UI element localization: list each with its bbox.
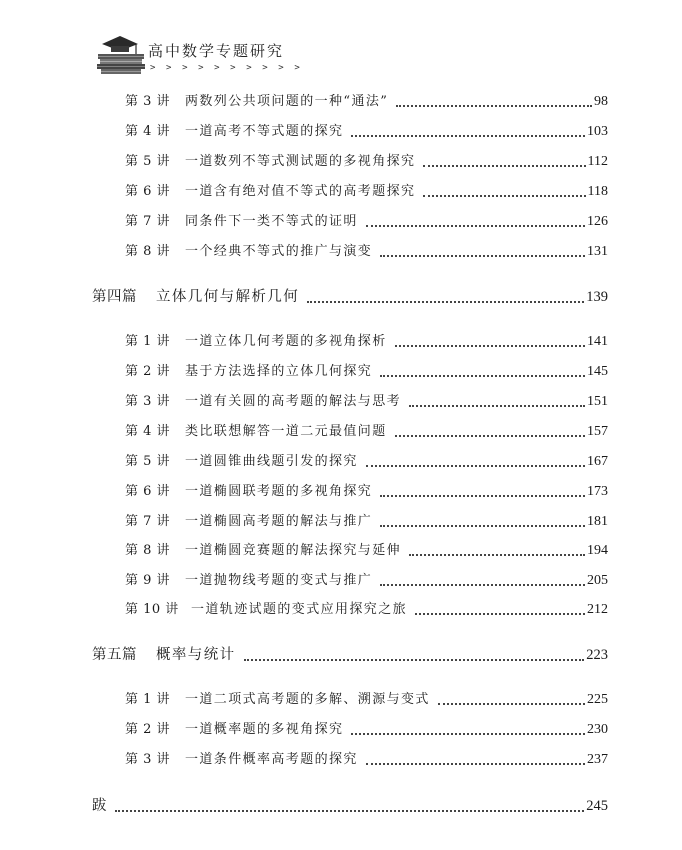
header-arrow-decoration: > > > > > > > > > > [150, 63, 303, 73]
toc-entry-title: 一道含有绝对值不等式的高考题探究 [185, 184, 416, 199]
toc-entry[interactable] [125, 484, 608, 500]
toc-entry[interactable] [125, 94, 608, 110]
toc-entry-page: 118 [587, 184, 608, 199]
dot-leader [395, 434, 585, 437]
toc-entry-title: 一道概率题的多视角探究 [185, 722, 344, 737]
dot-leader [380, 524, 585, 527]
toc-entry-title: 一道圆锥曲线题引发的探究 [185, 454, 358, 469]
toc-entry-number: 第 5 讲 [125, 154, 171, 169]
toc-part-title: 立体几何与解析几何 [156, 289, 300, 305]
toc-entry-number: 第 6 讲 [125, 184, 171, 199]
toc-entry[interactable] [125, 214, 608, 230]
dot-leader [409, 404, 585, 407]
dot-leader [438, 702, 585, 705]
toc-entry-number: 第 6 讲 [125, 484, 171, 499]
toc-entry-number: 第 1 讲 [125, 692, 171, 707]
toc-entry-number: 第 4 讲 [125, 424, 171, 439]
toc-part-page: 139 [586, 289, 608, 305]
toc-entry[interactable] [125, 514, 608, 530]
dot-leader [351, 732, 585, 735]
toc-entry-title: 一道数列不等式测试题的多视角探究 [185, 154, 416, 169]
toc-entry-page: 167 [587, 454, 608, 469]
dot-leader [351, 134, 585, 137]
dot-leader [423, 194, 585, 197]
toc-afterword-page: 245 [586, 798, 608, 814]
toc-entry-number: 第 1 讲 [125, 334, 171, 349]
toc-part-heading[interactable] [92, 288, 608, 306]
toc-entry-number: 第 10 讲 [125, 602, 179, 617]
dot-leader [366, 762, 585, 765]
toc-entry-number: 第 8 讲 [125, 543, 171, 558]
toc-entry-page: 98 [594, 94, 608, 109]
toc-entry-page: 103 [587, 124, 608, 139]
toc-entry[interactable] [125, 752, 608, 768]
dot-leader [244, 658, 585, 661]
toc-entry-number: 第 9 讲 [125, 573, 171, 588]
toc-afterword[interactable] [92, 797, 608, 815]
dot-leader [409, 553, 585, 556]
dot-leader [380, 374, 585, 377]
toc-entry-title: 两数列公共项问题的一种“通法” [185, 94, 389, 109]
toc-entry-number: 第 2 讲 [125, 722, 171, 737]
toc-part-page: 223 [586, 647, 608, 663]
toc-entry-title: 一道条件概率高考题的探究 [185, 752, 358, 767]
toc-entry-number: 第 7 讲 [125, 214, 171, 229]
toc-entry[interactable] [125, 394, 608, 410]
toc-entry-title: 同条件下一类不等式的证明 [185, 214, 358, 229]
dot-leader [366, 464, 585, 467]
toc-entry-title: 一道立体几何考题的多视角探析 [185, 334, 387, 349]
dot-leader [380, 583, 585, 586]
toc-entry-page: 145 [587, 364, 608, 379]
dot-leader [380, 494, 585, 497]
toc-entry[interactable] [125, 154, 608, 170]
toc-entry[interactable] [125, 364, 608, 380]
toc-entry[interactable] [125, 184, 608, 200]
toc-entry-title: 一道轨迹试题的变式应用探究之旅 [191, 602, 408, 617]
toc-entry-page: 237 [587, 752, 608, 767]
toc-entry-title: 基于方法选择的立体几何探究 [185, 364, 373, 379]
dot-leader [395, 344, 585, 347]
toc-entry-title: 一道高考不等式题的探究 [185, 124, 344, 139]
toc-entry[interactable] [125, 244, 608, 260]
dot-leader [380, 254, 585, 257]
toc-entry-page: 212 [587, 602, 608, 617]
toc-entry[interactable] [125, 722, 608, 738]
toc-part-number: 第五篇 [92, 647, 137, 663]
toc-entry-title: 一道椭圆竞赛题的解法探究与延伸 [185, 543, 402, 558]
toc-entry[interactable] [125, 424, 608, 440]
toc-entry[interactable] [125, 124, 608, 140]
toc-entry-page: 151 [587, 394, 608, 409]
toc-entry-title: 一道椭圆高考题的解法与推广 [185, 514, 373, 529]
toc-entry[interactable] [125, 573, 608, 589]
toc-entry-page: 112 [587, 154, 608, 169]
toc-entry-page: 194 [587, 543, 608, 558]
dot-leader [423, 164, 585, 167]
toc-entry-number: 第 3 讲 [125, 752, 171, 767]
toc-entry-page: 173 [587, 484, 608, 499]
toc-entry-page: 131 [587, 244, 608, 259]
toc-entry-title: 一道二项式高考题的多解、溯源与变式 [185, 692, 430, 707]
toc-entry-number: 第 2 讲 [125, 364, 171, 379]
toc-entry-number: 第 3 讲 [125, 94, 171, 109]
toc-entry-title: 类比联想解答一道二元最值问题 [185, 424, 387, 439]
toc-part-heading[interactable] [92, 646, 608, 664]
toc-entry-number: 第 7 讲 [125, 514, 171, 529]
dot-leader [415, 612, 585, 615]
toc-entry-number: 第 8 讲 [125, 244, 171, 259]
toc-entry-page: 205 [587, 573, 608, 588]
toc-entry-page: 126 [587, 214, 608, 229]
toc-entry-page: 225 [587, 692, 608, 707]
dot-leader [307, 300, 584, 303]
toc-part-title: 概率与统计 [156, 647, 236, 663]
toc-entry[interactable] [125, 543, 608, 559]
toc-entry-title: 一个经典不等式的推广与演变 [185, 244, 373, 259]
toc-entry[interactable] [125, 602, 608, 618]
toc-entry[interactable] [125, 454, 608, 470]
toc-entry-title: 一道抛物线考题的变式与推广 [185, 573, 373, 588]
toc-entry-number: 第 4 讲 [125, 124, 171, 139]
toc-entry-number: 第 5 讲 [125, 454, 171, 469]
toc-part-number: 第四篇 [92, 289, 137, 305]
toc-entry-page: 157 [587, 424, 608, 439]
dot-leader [115, 809, 584, 812]
dot-leader [396, 104, 592, 107]
toc-afterword-label: 跋 [92, 798, 107, 814]
toc-entry-title: 一道有关圆的高考题的解法与思考 [185, 394, 402, 409]
toc-entry[interactable] [125, 692, 608, 708]
book-title: 高中数学专题研究 [148, 42, 285, 60]
toc-entry-page: 230 [587, 722, 608, 737]
toc-entry-number: 第 3 讲 [125, 394, 171, 409]
toc-entry-page: 141 [587, 334, 608, 349]
toc-entry-title: 一道椭圆联考题的多视角探究 [185, 484, 373, 499]
toc-entry[interactable] [125, 334, 608, 350]
dot-leader [366, 224, 585, 227]
toc-entry-page: 181 [587, 514, 608, 529]
